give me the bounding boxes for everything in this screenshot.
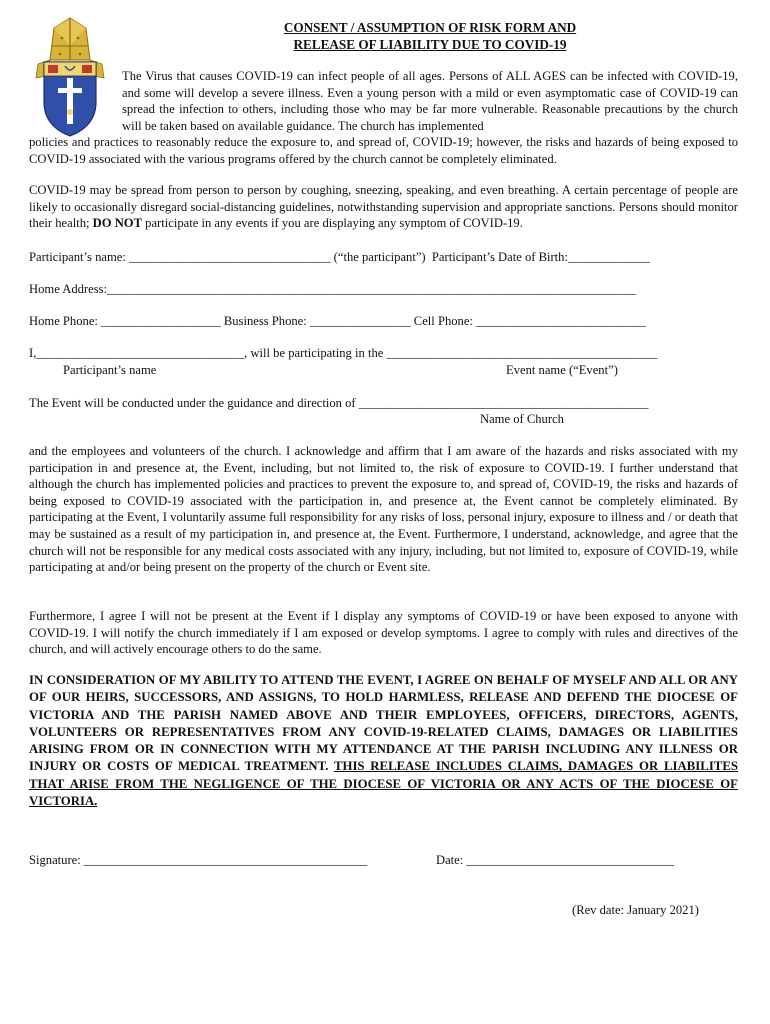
- participant-name-line[interactable]: Participant’s name: ________________________________ (“the participant”) Participant’s Date of Birth:_____________: [29, 250, 650, 264]
- agreement-paragraph: Furthermore, I agree I will not be present at the Event if I display any symptoms of COVID-19 or have been exposed to anyone with COVID-19. I will notify the church immediately if I am exposed or develop symptoms. I agree to comply with rules and directives of the church, and will actively encourage others to do the same.: [29, 609, 738, 657]
- phone-numbers-line[interactable]: Home Phone: ___________________ Business Phone: ________________ Cell Phone: ___________________________: [29, 314, 647, 328]
- participant-name-caption: Participant’s name: [63, 363, 157, 377]
- church-guidance-line[interactable]: The Event will be conducted under the guidance and direction of ______________________________________________: [29, 396, 649, 410]
- revision-date: (Rev date: January 2021): [572, 903, 699, 917]
- acknowledgment-paragraph: and the employees and volunteers of the church. I acknowledge and affirm that I am aware of the hazards and risks associated with my participation in and presence at, the Event, including, but not limited to, the risk of exposure to COVID-19. I further understand that although the church has implemented policies and practices to prevent the exposure to, and spread of, COVID-19, the risks and hazards of being exposed to COVID-19 associated with the participation in, and presence at, the Event cannot be completely eliminated. By participating at the Event, I voluntarily assume full responsibility for any risks of loss, personal injury, exposure to illness and / or death that may be sustained as a result of my participation in, and presence at, the Event. Furthermore, I understand, acknowledge, and agree that the church will not be responsible for any medical costs associated with any injury, including, but not limited to, exposure of COVID-19, while participating at and/or being present on the property of the church or Event site.: [29, 444, 738, 575]
- release-main-text: IN CONSIDERATION OF MY ABILITY TO ATTEND THE EVENT, I AGREE ON BEHALF OF MYSELF AND ALL OR ANY OF OUR HEIRS, SUCCESSORS, AND ASSIGNS, TO HOLD HARMLESS, RELEASE AND DEFEND THE DIOCESE OF VICTORIA AND THE PARISH NAMED ABOVE AND THEIR EMPLOYEES, OFFICERS, DIRECTORS, AGENTS, VOLUNTEERS OR REPRESENTATIVES FROM ANY COVID-19-RELATED CLAIMS, DAMAGES OR LIABILITIES ARISING FROM OR IN CONNECTION WITH MY ATTENDANCE AT THE PARISH INCLUDING ANY ILLNESS OR INJURY OR COSTS OF MEDICAL TREATMENT.: [29, 673, 738, 774]
- signature-line[interactable]: Signature: _____________________________________________: [29, 853, 368, 867]
- release-paragraph: [29, 672, 738, 810]
- release-underlined-text: THIS RELEASE INCLUDES CLAIMS, DAMAGES OR LIABILITES THAT ARISE FROM THE NEGLIGENCE OF THE DIOCESE OF VICTORIA OR ANY ACTS OF THE DIOCESE OF VICTORIA.: [29, 759, 738, 809]
- intro-paragraph-lead: The Virus that causes COVID-19 can infect people of all ages. Persons of ALL AGES can be infected with COVID-19, and some will develop a severe illness. Even a young person with a mild or even asymptomatic case of COVID-19 can spread the infection to others, including those who may be far more vulnerable. Reasonable precautions by the church will be taken based on available guidance. The church has implemented: [122, 69, 738, 133]
- diocese-crest-icon: [30, 16, 110, 138]
- spread-text-after: participate in any events if you are displaying any symptom of COVID-19.: [142, 216, 523, 231]
- spread-text-before: COVID-19 may be spread from person to person by coughing, sneezing, speaking, and even breathing. A certain percentage of people are likely to occasionally disregard social-distancing guidelines, notwithstanding supervision and appropriate sanctions. Persons should monitor their health;: [29, 183, 738, 231]
- do-not-emphasis: DO NOT: [92, 216, 142, 231]
- participation-line[interactable]: I,_________________________________, will be participating in the ___________________________________________: [29, 346, 658, 360]
- form-title: [120, 19, 740, 53]
- title-line-1: CONSENT / ASSUMPTION OF RISK FORM AND: [283, 20, 577, 35]
- date-line[interactable]: Date: _________________________________: [436, 853, 675, 867]
- church-name-caption: Name of Church: [480, 412, 564, 426]
- title-line-2: RELEASE OF LIABILITY DUE TO COVID-19: [293, 37, 567, 52]
- spread-paragraph: [29, 182, 738, 232]
- home-address-line[interactable]: Home Address:____________________________________________________________________________________: [29, 282, 636, 296]
- intro-paragraph-rest: policies and practices to reasonably reduce the exposure to, and spread of, COVID-19; however, the risks and hazards of being exposed to COVID-19 associated with the various programs offered by the church cannot be completely eliminated.: [29, 135, 738, 166]
- event-name-caption: Event name (“Event”): [506, 363, 618, 377]
